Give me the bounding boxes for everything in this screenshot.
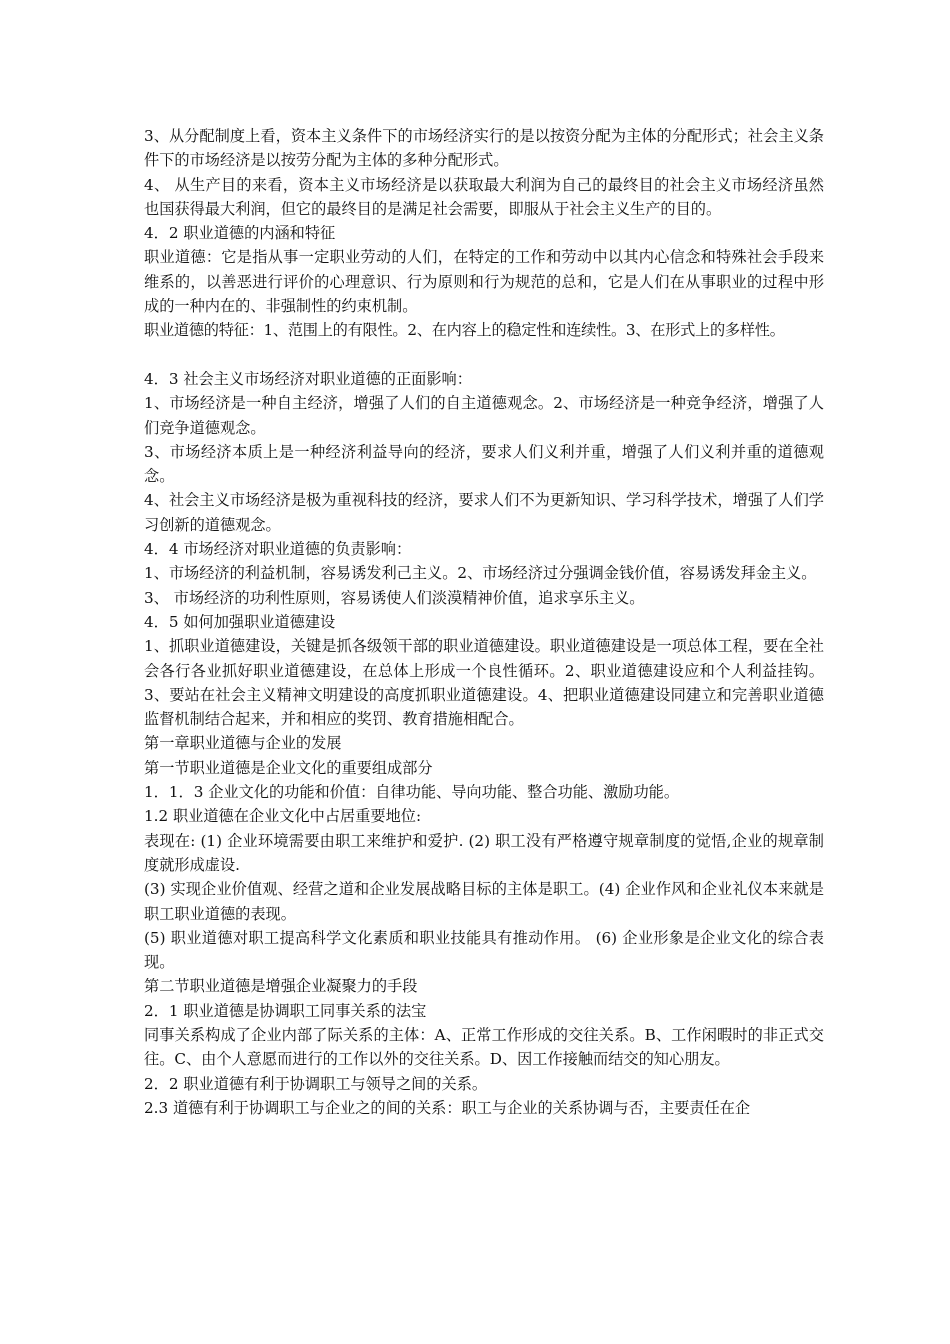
paragraph-13: (3) 实现企业价值观、经营之道和企业发展战略目标的主体是职工。(4) 企业作风和企业礼仪本来就是职工职业道德的表现。 (144, 880, 824, 923)
section-heading-4-2: 4．2 职业道德的内涵和特征 (144, 224, 336, 243)
paragraph-16: 2.3 道德有利于协调职工与企业之的间的关系：职工与企业的关系协调与否，主要责任在企 (144, 1098, 751, 1117)
paragraph-2: 4、 从生产目的来看，资本主义市场经济是以获取最大利润为自己的最终目的社会主义市场经济虽然也国获得最大利润，但它的最终目的是满足社会需要，即服从于社会主义生产的目的。 (144, 175, 824, 218)
section-heading-2-1: 2．1 职业道德是协调职工同事关系的法宝 (144, 1001, 427, 1020)
blank-line (144, 343, 824, 367)
section-heading-4-5: 4．5 如何加强职业道德建设 (144, 612, 336, 631)
paragraph-4: 职业道德的特征：1、范围上的有限性。2、在内容上的稳定性和连续性。3、在形式上的多样性。 (144, 321, 785, 340)
section-heading-2: 第二节职业道德是增强企业凝聚力的手段 (144, 977, 418, 996)
paragraph-9: 3、 市场经济的功利性原则，容易诱使人们淡漠精神价值，追求享乐主义。 (144, 588, 645, 607)
section-heading-4-4: 4．4 市场经济对职业道德的负责影响： (144, 540, 412, 559)
paragraph-1: 3、从分配制度上看，资本主义条件下的市场经济实行的是以按资分配为主体的分配形式；社会主义条件下的市场经济是以按劳分配为主体的多种分配形式。 (144, 127, 824, 170)
paragraph-3: 职业道德：它是指从事一定职业劳动的人们，在特定的工作和劳动中以其内心信念和特殊社会手段来维系的，以善恶进行评价的心理意识、行为原则和行为规范的总和，它是人们在从事职业的过程中形成的一种内在的、非强制性的约束机制。 (144, 248, 824, 316)
paragraph-5: 1、市场经济是一种自主经济，增强了人们的自主道德观念。2、市场经济是一种竞争经济，增强了人们竞争道德观念。 (144, 394, 824, 437)
section-heading-1-1: 第一节职业道德是企业文化的重要组成部分 (144, 758, 433, 777)
paragraph-10: 1、抓职业道德建设，关键是抓各级领干部的职业道德建设。职业道德建设是一项总体工程，要在全社会各行各业抓好职业道德建设，在总体上形成一个良性循环。2、职业道德建设应和个人利益挂钩。3、要站在社会主义精神文明建设的高度抓职业道德建设。4、把职业道德建设同建立和完善职业道德监督机制结合起来，并和相应的奖罚、教育措施相配合。 (144, 637, 824, 729)
section-heading-1-2: 1.2 职业道德在企业文化中占居重要地位: (144, 807, 422, 826)
paragraph-6: 3、市场经济本质上是一种经济利益导向的经济，要求人们义利并重，增强了人们义利并重的道德观念。 (144, 442, 824, 486)
paragraph-11: 1．1．3 企业文化的功能和价值：自律功能、导向功能、整合功能、激励功能。 (144, 783, 680, 802)
chapter-heading-1: 第一章职业道德与企业的发展 (144, 734, 342, 753)
section-heading-4-3: 4．3 社会主义市场经济对职业道德的正面影响： (144, 369, 472, 388)
paragraph-12: 表现在: (1) 企业环境需要由职工来维护和爱护. (2) 职工没有严格遵守规章制度的觉悟,企业的规章制度就形成虚设. (144, 831, 824, 874)
document-page (144, 124, 824, 1120)
paragraph-7: 4、社会主义市场经济是极为重视科技的经济，要求人们不为更新知识、学习科学技术，增强了人们学习创新的道德观念。 (144, 491, 824, 534)
paragraph-8: 1、市场经济的利益机制，容易诱发利己主义。2、市场经济过分强调金钱价值，容易诱发拜金主义。 (144, 564, 817, 583)
paragraph-14: (5) 职业道德对职工提高科学文化素质和职业技能具有推动作用。 (6) 企业形象是企业文化的综合表现。 (144, 928, 824, 972)
section-heading-2-2: 2．2 职业道德有利于协调职工与领导之间的关系。 (144, 1074, 488, 1093)
paragraph-15: 同事关系构成了企业内部了际关系的主体：A、正常工作形成的交往关系。B、工作闲暇时的非正式交往。C、由个人意愿而进行的工作以外的交往关系。D、因工作接触而结交的知心朋友。 (144, 1025, 824, 1069)
